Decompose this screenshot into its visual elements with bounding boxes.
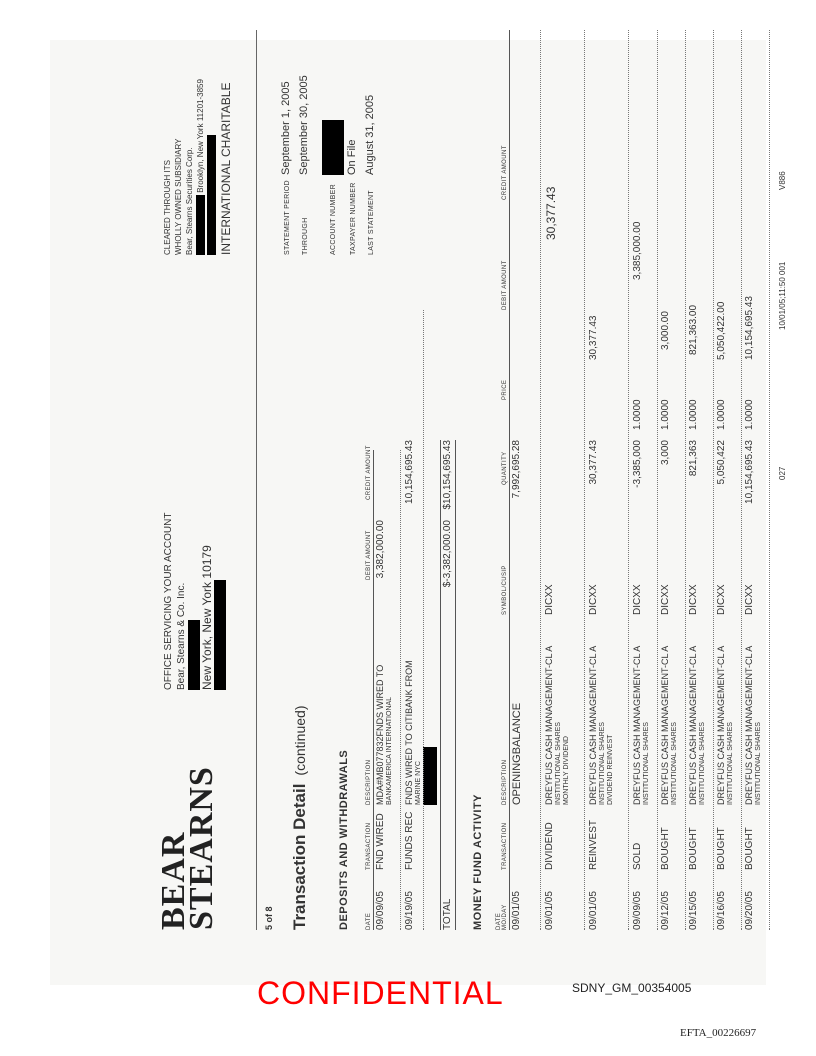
row-symbol: DICXX — [716, 584, 727, 615]
bear-stearns-logo — [155, 766, 220, 930]
table-row — [716, 30, 740, 930]
efta-number: EFTA_00226697 — [680, 1027, 757, 1039]
row-divider — [657, 30, 658, 930]
row-debit: 3,382,000.00 — [375, 520, 386, 579]
logo-line-1: BEAR — [155, 831, 192, 930]
table-row — [588, 30, 624, 930]
row-description-line1: DREYFUS CASH MANAGEMENT-CL A — [632, 645, 642, 805]
row-transaction: BOUGHT — [744, 827, 755, 870]
logo-line-2: STEARNS — [183, 766, 220, 930]
row-price: 1.0000 — [744, 399, 755, 430]
row-credit: 3,385,000.00 — [632, 221, 643, 280]
col-quantity: QUANTITY — [502, 451, 508, 485]
col-transaction: TRANSACTION — [502, 822, 508, 870]
row-debit: 10,154,695.43 — [744, 296, 755, 360]
row-divider — [584, 30, 585, 930]
redaction-box — [423, 747, 437, 805]
row-symbol: DICXX — [744, 584, 755, 615]
office-firm: Bear, Stearns & Co. Inc. — [176, 582, 187, 690]
col-description: DESCRIPTION — [502, 759, 508, 805]
row-transaction: BOUGHT — [716, 827, 727, 870]
row-quantity: 5,050,422 — [716, 440, 727, 485]
through-label: THROUGH — [302, 217, 309, 255]
col-date: DATE — [496, 912, 502, 930]
row-divider — [741, 30, 742, 930]
row-description — [688, 646, 707, 805]
row-divider — [769, 30, 770, 930]
deposits-heading: DEPOSITS AND WITHDRAWALS — [338, 749, 350, 930]
row-description — [404, 660, 437, 805]
row-description-line2: BANKAMERICA INTERNATIONAL — [386, 696, 393, 805]
row-transaction: SOLD — [632, 842, 643, 870]
row-transaction: FUNDS REC — [404, 811, 415, 870]
col-debit: DEBIT AMOUNT — [366, 530, 372, 580]
col-symbol: SYMBOL/CUSIP — [502, 565, 508, 615]
statement-period-end: September 30, 2005 — [298, 75, 310, 175]
row-description-line2: MARINE NYC — [415, 761, 422, 805]
row-debit: 5,050,422.00 — [716, 301, 727, 360]
office-label: OFFICE SERVICING YOUR ACCOUNT — [163, 512, 174, 690]
redaction-box — [207, 135, 216, 255]
row-divider — [628, 30, 629, 930]
bates-number: SDNY_GM_00354005 — [572, 981, 692, 995]
row-quantity: 30,377.43 — [588, 440, 599, 485]
row-description-line1: DREYFUS CASH MANAGEMENT-CL A — [544, 645, 554, 805]
row-description-line2: INSTITUTIONAL SHARES — [643, 722, 650, 805]
table-row — [544, 30, 580, 930]
row-transaction: DIVIDEND — [544, 822, 555, 870]
confidential-stamp: CONFIDENTIAL — [257, 975, 504, 1011]
row-divider — [540, 30, 541, 930]
row-date: 09/20/05 — [744, 891, 755, 930]
total-credit: $10,154,695.43 — [442, 440, 453, 510]
row-description: OPENINGBALANCE — [511, 702, 523, 805]
redaction-box — [214, 580, 226, 690]
row-description-line1: DREYFUS CASH MANAGEMENT-CL A — [716, 645, 726, 805]
header-rule — [373, 450, 374, 930]
row-price: 1.0000 — [716, 399, 727, 430]
row-description-line2: INSTITUTIONAL SHARES — [727, 722, 734, 805]
row-description-line1: MDA#MB077832FNDS WIRED TO — [375, 664, 385, 805]
redaction-box — [322, 120, 344, 175]
clearing-line-4: Brooklyn, New York 11201-3859 — [196, 79, 205, 193]
row-description-line2: INSTITUTIONAL SHARES — [599, 722, 606, 805]
row-date: 09/16/05 — [716, 891, 727, 930]
row-price: 1.0000 — [660, 399, 671, 430]
row-quantity: 3,000 — [660, 440, 671, 466]
row-transaction: FND WIRED — [375, 813, 386, 870]
row-symbol: DICXX — [632, 584, 643, 615]
last-statement-label: LAST STATEMENT — [368, 190, 375, 255]
row-date: 09/01/05 — [588, 891, 599, 930]
table-row — [632, 30, 656, 930]
row-description — [744, 646, 763, 805]
row-date: 09/09/05 — [632, 891, 643, 930]
row-description — [716, 646, 735, 805]
row-transaction: BOUGHT — [660, 827, 671, 870]
row-date: 09/12/05 — [660, 891, 671, 930]
row-divider — [685, 30, 686, 930]
account-number-label: ACCOUNT NUMBER — [330, 184, 338, 255]
row-description-line1: DREYFUS CASH MANAGEMENT-CL A — [744, 645, 754, 805]
col-debit: DEBIT AMOUNT — [502, 260, 508, 310]
statement-period-start: September 1, 2005 — [280, 81, 292, 175]
row-transaction: REINVEST — [588, 819, 599, 870]
row-date: 09/01/05 — [544, 891, 555, 930]
scanned-page — [50, 40, 787, 985]
row-symbol: DICXX — [688, 584, 699, 615]
row-description-line3: MONTHLY DIVIDEND — [563, 736, 570, 805]
row-description — [544, 646, 571, 805]
row-quantity: -3,385,000 — [632, 440, 643, 488]
clearing-info — [162, 79, 232, 255]
col-credit: CREDIT AMOUNT — [502, 145, 508, 200]
row-divider — [423, 310, 424, 930]
clearing-line-1: CLEARED THROUGH ITS — [163, 160, 172, 255]
row-credit: 10,154,695.43 — [404, 440, 415, 504]
row-symbol: DICXX — [588, 584, 599, 615]
row-price: 1.0000 — [632, 399, 643, 430]
office-city: New York, New York 10179 — [200, 545, 214, 690]
row-date: 09/09/05 — [375, 891, 386, 930]
row-debit: 3,000.00 — [660, 311, 671, 350]
statement-period-label: STATEMENT PERIOD — [284, 180, 291, 255]
row-description-line2: INSTITUTIONAL SHARES — [699, 722, 706, 805]
header-rule — [509, 30, 510, 930]
col-description: DESCRIPTION — [366, 759, 372, 805]
row-description-line1: FNDS WIRED TO CITIBANK FROM — [404, 660, 414, 805]
col-price: PRICE — [502, 379, 508, 400]
title-suffix: (continued) — [292, 705, 308, 776]
row-quantity: 7,992,695.28 — [511, 440, 522, 499]
row-description — [632, 646, 651, 805]
redaction-box — [188, 620, 200, 690]
row-description-line2: INSTITUTIONAL SHARES — [671, 722, 678, 805]
table-row — [660, 30, 684, 930]
page-number: 5 of 8 — [264, 906, 274, 930]
header-rule — [256, 30, 257, 930]
row-debit: 821,363.00 — [688, 304, 699, 355]
row-symbol: DICXX — [660, 584, 671, 615]
footer-code: V886 — [778, 171, 787, 190]
account-holder-name: INTERNATIONAL CHARITABLE — [219, 82, 233, 255]
redaction-box — [196, 195, 205, 255]
servicing-office — [162, 513, 227, 690]
row-symbol: DICXX — [544, 584, 555, 615]
total-label: TOTAL — [442, 898, 453, 930]
total-debit: $-3,382,000.00 — [442, 520, 453, 588]
col-moday: MO/DAY — [502, 904, 508, 930]
statement-info — [278, 75, 380, 255]
row-description-line3: DIVIDEND REINVEST — [607, 734, 614, 805]
section-title — [290, 706, 310, 930]
row-description-line1: DREYFUS CASH MANAGEMENT-CL A — [660, 645, 670, 805]
taxpayer-label: TAXPAYER NUMBER — [350, 182, 357, 255]
row-date: 09/01/05 — [511, 891, 522, 930]
col-credit: CREDIT AMOUNT — [366, 445, 372, 500]
col-transaction: TRANSACTION — [366, 822, 372, 870]
clearing-line-3: Bear, Stearns Securities Corp. — [185, 147, 194, 255]
last-statement-value: August 31, 2005 — [364, 94, 376, 175]
row-description — [588, 646, 615, 805]
row-description-line1: DREYFUS CASH MANAGEMENT-CL A — [688, 645, 698, 805]
row-debit: 30,377.43 — [588, 315, 599, 360]
row-description-line2: INSTITUTIONAL SHARES — [555, 722, 562, 805]
row-divider — [400, 450, 401, 930]
taxpayer-value: On File — [346, 139, 358, 175]
row-divider — [713, 30, 714, 930]
clearing-line-2: WHOLLY OWNED SUBSIDIARY — [174, 138, 183, 255]
row-description-line1: DREYFUS CASH MANAGEMENT-CL A — [588, 645, 598, 805]
row-credit: 30,377.43 — [544, 186, 558, 240]
table-row — [688, 30, 712, 930]
table-row — [744, 30, 768, 930]
row-date: 09/15/05 — [688, 891, 699, 930]
title-text: Transaction Detail — [290, 783, 309, 930]
statement-page-rotated — [155, 30, 790, 930]
row-description — [375, 665, 394, 805]
footer-code: 027 — [778, 466, 787, 480]
money-fund-heading: MONEY FUND ACTIVITY — [472, 793, 484, 930]
row-quantity: 10,154,695.43 — [744, 440, 755, 504]
row-date: 09/19/05 — [404, 891, 415, 930]
total-rule — [455, 440, 456, 930]
row-transaction: BOUGHT — [688, 827, 699, 870]
col-date: DATE — [366, 912, 372, 930]
row-price: 1.0000 — [688, 399, 699, 430]
total-rule — [440, 440, 441, 930]
row-description — [660, 646, 679, 805]
row-description-line2: INSTITUTIONAL SHARES — [755, 722, 762, 805]
footer-timestamp: 10/01/05;11:50 001 — [778, 261, 787, 330]
row-quantity: 821,363 — [688, 440, 699, 477]
